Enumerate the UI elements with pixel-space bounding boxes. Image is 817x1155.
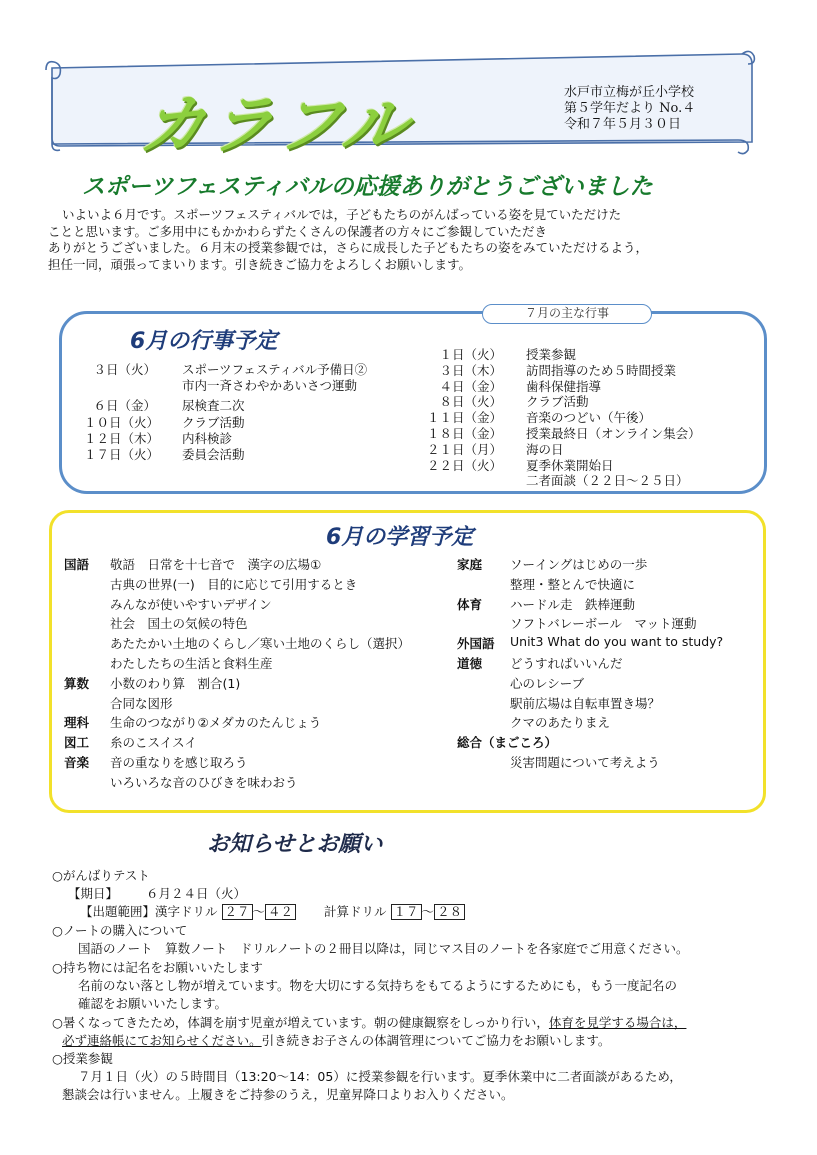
july-event-event: 海の日 <box>526 441 564 457</box>
page-headline: スポーツフェスティバルの応援ありがとうございました <box>82 174 653 200</box>
notebook-text: 国語のノート 算数ノート ドリルノートの２冊目以降は，同じマス目のノートを各家庭でご用意ください。 <box>78 941 689 956</box>
july-event-date: ２２日（火） <box>426 457 502 473</box>
intro-line: ありがとうございました。６月末の授業参観では，さらに成長した子どもたちの姿をみていただけるよう， <box>48 240 649 255</box>
health-text: 引き続きお子さんの体調管理についてご協力をお願いします。 <box>261 1033 611 1048</box>
june-event-event: 市内一斉さわやかあいさつ運動 <box>182 378 358 394</box>
june-events-title: 6月の行事予定 <box>130 329 278 354</box>
june-event-event: 尿検査二次 <box>182 398 245 414</box>
school-name: 水戸市立梅が丘小学校 <box>564 85 695 100</box>
health-line-1 <box>52 1013 686 1031</box>
test-period <box>68 884 246 902</box>
june-event-event: 委員会活動 <box>182 447 245 462</box>
study-item-content: ソフトバレーボール マット運動 <box>510 616 697 632</box>
range-tilde: ～ <box>421 904 435 919</box>
issue-date: 令和７年５月３０日 <box>564 117 682 132</box>
june-event-date: １７日（火） <box>84 447 160 462</box>
name-text-cont: 確認をお願いいたします。 <box>78 996 228 1011</box>
july-event-date: ３日（木） <box>439 362 502 378</box>
newsletter-logo: カラフル <box>135 89 416 163</box>
study-item-subject: 図工 <box>64 735 90 751</box>
test-heading: ○がんばりテスト <box>52 868 150 883</box>
study-item-content: わたしたちの生活と食料生産 <box>110 656 273 671</box>
visit-heading: ○授業参観 <box>52 1051 113 1066</box>
visit-text: ７月１日（火）の５時間目（13:20～14：05）に授業参観を行います。夏季休業中に二者面談があるため， <box>78 1069 682 1084</box>
june-event-date: １０日（火） <box>84 414 160 430</box>
june-event-event: クラブ活動 <box>182 414 245 430</box>
notices-title: お知らせとお願い <box>207 832 383 857</box>
name-text: 名前のない落とし物が増えています。物を大切にする気持ちをもてるようにするためにも，もう一度記名の <box>78 978 678 993</box>
calc-to-box: ２８ <box>434 904 465 920</box>
study-item-subject: 理科 <box>64 715 90 731</box>
study-item-subject: 総合（まごころ） <box>457 735 558 751</box>
study-item-content: 合同な図形 <box>110 695 173 711</box>
study-item-content: 整理・整とんで快適に <box>510 576 636 592</box>
study-item-content: 小数のわり算 割合(1) <box>110 675 241 691</box>
study-title: 6月の学習予定 <box>326 525 474 550</box>
june-event-event: スポーツフェスティバル予備日② <box>182 362 368 377</box>
notebook-heading: ○ノートの購入について <box>52 923 188 938</box>
july-event-event: 歯科保健指導 <box>526 378 602 394</box>
study-item-subject: 家庭 <box>457 557 483 572</box>
period-value: ６月２４日（火） <box>146 886 247 901</box>
kanji-from-box: ２７ <box>222 904 253 920</box>
intro-line: ことと思います。ご多用中にもかかわらずたくさんの保護者の方々にご参観していただき <box>48 223 548 239</box>
calc-from-box: １７ <box>391 904 422 920</box>
july-event-event: 授業参観 <box>526 347 577 362</box>
july-event-date: ４日（金） <box>439 378 502 394</box>
july-event-event: 授業最終日（オンライン集会） <box>526 426 701 441</box>
study-item-subject: 道徳 <box>457 656 483 671</box>
june-event-date: ３日（火） <box>93 362 156 377</box>
study-item-content: 災害問題について考えよう <box>510 755 660 770</box>
june-event-date: １２日（木） <box>84 430 160 446</box>
study-item-content: あたたかい土地のくらし／寒い土地のくらし（選択） <box>110 636 411 652</box>
range-tilde: ～ <box>252 904 266 919</box>
study-item-subject: 国語 <box>64 557 90 572</box>
study-item-subject: 算数 <box>64 675 90 691</box>
july-events-title: ７月の主な行事 <box>482 304 652 324</box>
study-item-content: クマのあたりまえ <box>510 715 611 731</box>
name-heading: ○持ち物には記名をお願いいたします <box>52 960 263 975</box>
july-event-event: 音楽のつどい（午後） <box>526 410 652 426</box>
july-event-date: １８日（金） <box>426 426 502 441</box>
study-item-content: 駅前広場は自転車置き場？ <box>510 695 661 711</box>
kanji-to-box: ４２ <box>265 904 296 920</box>
study-item-content: 音の重なりを感じ取ろう <box>110 755 248 770</box>
study-item-content: 敬語 日常を十七音で 漢字の広場① <box>110 557 322 572</box>
study-item-subject: 体育 <box>457 596 483 612</box>
study-item-content: どうすればいいんだ <box>510 656 623 671</box>
july-event-event: 二者面談（２２日～２５日） <box>526 473 689 489</box>
intro-line: いよいよ６月です。スポーツフェスティバルでは，子どもたちのがんばっている姿を見ていただけた <box>62 207 622 222</box>
study-item-content: 生命のつながり②メダカのたんじょう <box>110 715 322 731</box>
july-event-date: ２１日（月） <box>426 441 502 457</box>
intro-line: 担任一同，頑張ってまいります。引き続きご協力をよろしくお願いします。 <box>48 256 472 272</box>
school-info <box>564 85 695 133</box>
study-item-subject: 音楽 <box>64 755 90 770</box>
study-item-content: Unit3 What do you want to study? <box>510 634 724 650</box>
study-item-content: みんなが使いやすいデザイン <box>110 596 272 612</box>
visit-text-cont: 懇談会は行いません。上履きをご持参のうえ，児童昇降口よりお入りください。 <box>62 1087 514 1102</box>
july-event-date: ８日（火） <box>439 394 502 410</box>
study-item-content: 社会 国土の気候の特色 <box>110 616 248 632</box>
study-item-content: 古典の世界(一) 目的に応じて引用するとき <box>110 576 358 592</box>
test-range <box>80 902 465 920</box>
june-event-event: 内科検診 <box>182 430 233 446</box>
health-underlined: 体育を見学する場合は， <box>548 1015 687 1030</box>
range-label: 【出題範囲】漢字ドリル <box>80 904 218 919</box>
june-event-date: ６日（金） <box>93 398 156 414</box>
study-item-content: いろいろな音のひびきを味わおう <box>110 774 298 790</box>
study-item-content: 糸のこスイスイ <box>110 735 197 751</box>
study-item-subject: 外国語 <box>457 636 495 652</box>
health-underlined: 必ず連絡帳にてお知らせください。 <box>62 1033 262 1048</box>
period-label: 【期日】 <box>68 886 119 901</box>
july-event-event: 夏季休業開始日 <box>526 457 614 473</box>
july-event-event: 訪問指導のため５時間授業 <box>526 362 677 378</box>
health-text: ○暑くなってきたため，体調を崩す児童が増えています。朝の健康観察をしっかり行い， <box>52 1015 549 1030</box>
issue-number: 第５学年だより No.４ <box>564 101 696 116</box>
study-item-content: 心のレシーブ <box>510 675 585 691</box>
july-event-date: １１日（金） <box>426 410 502 426</box>
study-item-content: ソーイングはじめの一歩 <box>510 557 648 572</box>
study-item-content: ハードル走 鉄棒運動 <box>510 596 636 612</box>
july-event-event: クラブ活動 <box>526 394 589 410</box>
intro-paragraph <box>48 207 648 273</box>
calc-label: 計算ドリル <box>324 904 387 919</box>
health-line-2 <box>62 1031 610 1049</box>
july-event-date: １日（火） <box>439 347 502 362</box>
